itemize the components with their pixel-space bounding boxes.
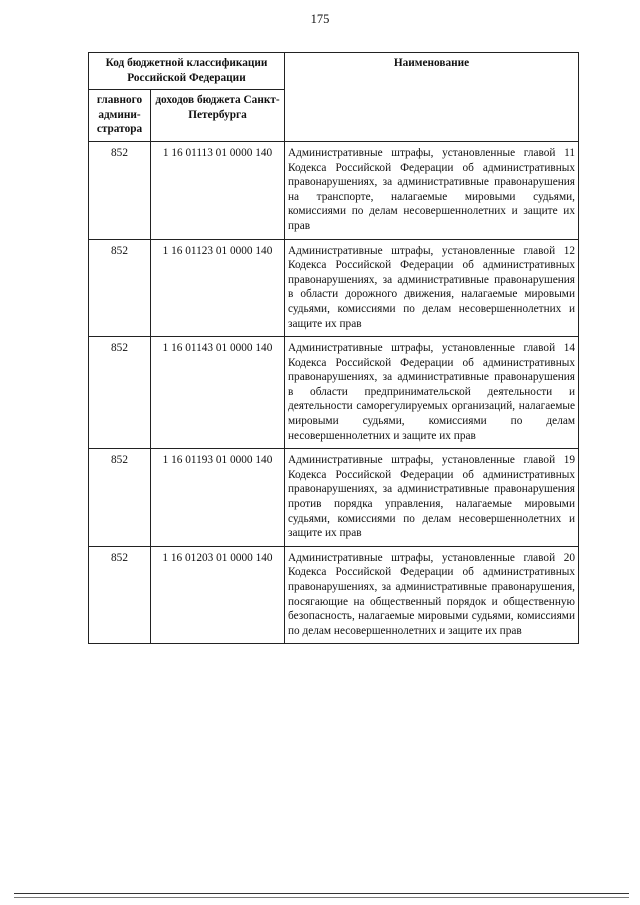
description-cell: Административные штрафы, установленные главой 19 Кодекса Российской Федерации об административных правонарушениях, за административные правонарушения против порядка управления, налагаемые мировыми судьями, комиссиями по делам несовершеннолетних и защите их прав [285,449,579,547]
admin-code-cell: 852 [89,337,151,449]
header-row-top [89,53,579,90]
income-code-cell: 1 16 01193 01 0000 140 [151,449,285,547]
header-classification-code: Код бюджетной классификации Российской Федерации [89,53,285,90]
description-cell: Административные штрафы, установленные главой 20 Кодекса Российской Федерации об административных правонарушениях, за административные правонарушения, посягающие на общественный порядок и общественную безопасность, налагаемые мировыми судьями, комиссиями по делам несовершеннолетних и защите их прав [285,546,579,644]
header-name: Наименование [285,53,579,142]
description-cell: Административные штрафы, установленные главой 12 Кодекса Российской Федерации об административных правонарушениях, за административные правонарушения в области дорожного движения, налагаемые мировыми судьями, комиссиями по делам несовершеннолетних и защите их прав [285,239,579,337]
table-row [89,546,579,644]
page-number: 175 [310,12,330,26]
scan-edge-line [14,897,629,898]
table-row [89,449,579,547]
table-row [89,141,579,239]
table-row [89,337,579,449]
income-code-cell: 1 16 01113 01 0000 140 [151,141,285,239]
description-cell: Административные штрафы, установленные главой 14 Кодекса Российской Федерации об административных правонарушениях, за административные правонарушения в области предпринимательской деятельности и деятельности саморегулируемых организаций, налагаемые мировыми судьями, комиссиями по делам несовершеннолетних и защите их прав [285,337,579,449]
admin-code-cell: 852 [89,546,151,644]
income-code-cell: 1 16 01143 01 0000 140 [151,337,285,449]
table-row [89,239,579,337]
budget-classification-table [88,52,579,644]
header-chief-administrator: главного админи-стратора [89,90,151,142]
admin-code-cell: 852 [89,449,151,547]
scan-edge-line [14,893,629,894]
admin-code-cell: 852 [89,141,151,239]
description-cell: Административные штрафы, установленные главой 11 Кодекса Российской Федерации об административных правонарушениях, за административные правонарушения на транспорте, налагаемые мировыми судьями, комиссиями по делам несовершеннолетних и защите их прав [285,141,579,239]
income-code-cell: 1 16 01123 01 0000 140 [151,239,285,337]
income-code-cell: 1 16 01203 01 0000 140 [151,546,285,644]
table-body [89,141,579,643]
header-budget-income: доходов бюджета Санкт-Петербурга [151,90,285,142]
admin-code-cell: 852 [89,239,151,337]
table-header [89,53,579,142]
